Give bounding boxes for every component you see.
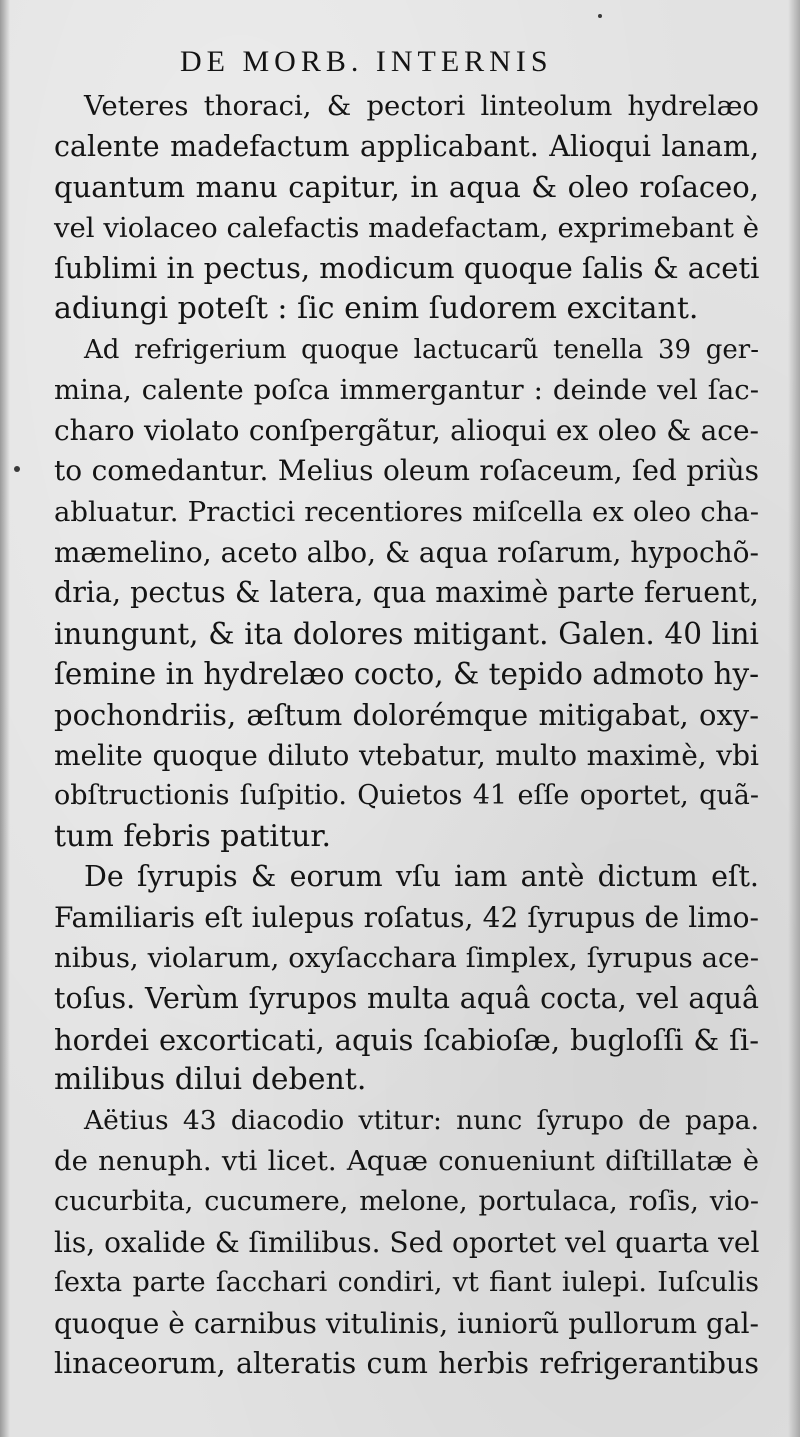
text-line: obſtructionis ſuſpitio. Quietos 41 eſſe oportet, quã- [54,780,759,812]
body-text [54,86,759,1385]
text-line: Aëtius 43 diacodio vtitur: nunc ſyrupo de papa. [84,1104,759,1136]
text-line: cucurbita, cucumere, melone, portulaca, roſis, vio- [54,1186,759,1218]
text-line: ſublimi in pectus, modicum quoque ſalis & aceti [54,251,760,286]
paragraph [54,1101,759,1385]
text-line: adiungi poteſt : ſic enim ſudorem excitant. [54,290,699,326]
text-line: milibus dilui debent. [54,1062,367,1098]
text-line: Ad refrigerium quoque lactucarũ tenella 39 ger- [84,334,759,365]
paragraph [54,330,759,858]
text-line: nibus, violarum, oxyſacchara ſimplex, ſyrupus ace- [54,942,759,975]
text-line: tum febris patitur. [54,818,331,854]
text-line: Familiaris eſt iulepus roſatus, 42 ſyrupus de limo- [54,900,759,934]
ink-speck [14,466,20,472]
text-line: pochondriis, æſtum dolorémque mitigabat, oxy- [54,697,759,732]
text-line: linaceorum, alteratis cum herbis refrigerantibus [54,1347,759,1381]
text-line: charo violato conſpergãtur, alioqui ex oleo & ace- [54,413,759,447]
text-line: to comedantur. Melius oleum roſaceum, ſed priùs [54,454,759,488]
text-line: inungunt, & ita dolores mitigant. Galen. 40 lini [54,616,759,651]
text-line: ſemine in hydrelæo cocto, & tepido admoto hy- [54,657,760,692]
text-line: mæmelino, aceto albo, & aqua roſarum, hypochõ- [54,535,759,569]
page-shadow-right [788,0,800,1437]
text-line: toſus. Verùm ſyrupos multa aquâ cocta, vel aquâ [54,982,759,1016]
text-line: Veteres thoraci, & pectori linteolum hydrelæo [84,90,759,122]
text-line: de nenuph. vti licet. Aquæ conueniunt diſtillatæ è [54,1145,759,1178]
paragraph [54,857,759,1101]
text-line: mina, calente poſca immergantur : deinde vel ſac- [54,374,759,407]
text-line: dria, pectus & latera, qua maximè parte feruent, [54,576,759,610]
paragraph [54,86,759,330]
text-line: ſexta parte ſacchari condiri, vt fiant iulepi. Iuſculis [54,1267,759,1299]
text-line: quantum manu capitur, in aqua & oleo roſaceo, [54,170,759,205]
text-line: calente madefactum applicabant. Alioqui lanam, [54,129,759,163]
text-line: lis, oxalide & ſimilibus. Sed oportet vel quarta vel [54,1225,760,1259]
text-line: vel violaceo calefactis madefactam, exprimebant è [54,211,759,244]
ink-speck [598,14,602,18]
text-line: De ſyrupis & eorum vſu iam antè dictum eſt. [84,860,759,894]
text-line: abluatur. Practici recentiores miſcella ex oleo cha- [54,495,759,528]
running-head: DE MORB. INTERNIS [180,45,553,78]
text-line: hordei excorticati, aquis ſcabioſæ, bugloſſi & ſi- [54,1022,759,1057]
text-line: quoque è carnibus vitulinis, iuniorũ pullorum gal- [54,1306,759,1340]
page-shadow-left [0,0,10,1437]
text-line: melite quoque diluto vtebatur, multo maximè, vbi [54,738,759,772]
